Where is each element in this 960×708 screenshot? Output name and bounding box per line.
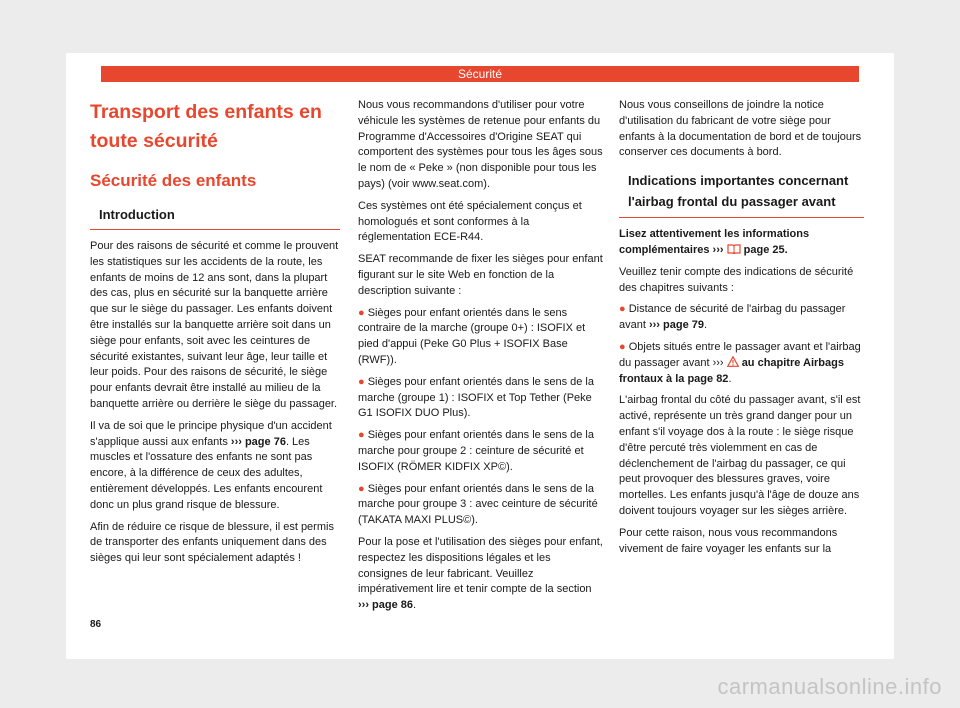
list-item: ● Sièges pour enfant orientés dans le sens de la marche pour groupe 2 : ceinture de sécurité et ISOFIX (RÖMER KIDFIX XP©). [358,429,594,473]
page-link[interactable]: ››› page 79 [648,319,704,332]
section-title: Sécurité des enfants [90,171,257,190]
page-link[interactable]: ››› page 76 [230,435,286,448]
page-number: 86 [90,619,102,630]
paragraph: Nous vous conseillons de joindre la notice d'utilisation du fabricant de votre siège pour enfants à la documentation de bord et de toujours conserver ces documents à bord. [619,99,862,159]
paragraph: Ces systèmes ont été spécialement conçus et homologués et sont conformes à la réglementation ECE-R44. [358,199,582,244]
paragraph: SEAT recommande de fixer les sièges pour enfant figurant sur le site Web en fonction de la description suivante : [358,253,603,297]
list-item: ● Objets situés entre le passager avant et l'airbag du passager avant ››› au chapitre Airbags frontaux à la page 82. [619,340,861,385]
column-middle [358,98,603,620]
column-left [90,98,340,573]
page-link[interactable]: ››› page 86 [358,599,414,612]
paragraph: Veuillez tenir compte des indications de sécurité des chapitres suivants : [619,265,854,294]
page-link[interactable]: page 25 [743,243,785,256]
bullet-icon: ● [358,306,365,319]
paragraph: Il va de soi que le principe physique d'un accident s'applique aussi aux enfants ››› page 76. Les muscles et l'ossature des enfants ne sont pas encore, à la différence de ceux des adultes, entièrement développés. Les enfants encourent donc un plus grand risque de blessure. [90,419,332,511]
paragraph: L'airbag frontal du côté du passager avant, s'il est activé, représente un très grand danger pour un enfant s'il voyage dos à la route : le siège risque d'être percuté très violemment en cas de déclenchement de l'airbag du passager, ce qui peut provoquer des blessures graves, voire mortelles. Les enfants jusqu'à l'âge de douze ans doivent toujours voyager sur les sièges arrière. [619,394,861,517]
list-item: ● Sièges pour enfant orientés dans le sens de la marche pour groupe 3 : avec ceinture de sécurité (TAKATA MAXI PLUS©). [358,482,598,527]
subsection-title: Introduction [90,206,340,230]
paragraph: Pour des raisons de sécurité et comme le prouvent les statistiques sur les accidents de la route, les enfants de moins de 12 ans sont, dans la plupart des cas, plus en sécurité sur la banquette arrière que sur le siège du passager. Les enfants doivent être installés sur la banquette arrière soit dans un siège pour enfants, soit avec les ceintures de sécurité existantes, suivant leur âge, leur taille et leur poids. Pour des raisons de sécurité, le siège pour enfants devrait être installé au milieu de la banquette arrière ou derrière le siège du passager. [90,240,339,410]
warning-icon [727,356,739,367]
paragraph: Pour la pose et l'utilisation des sièges pour enfant, respectez les dispositions légales et les consignes de leur fabricant. Veuillez impérativement lire et tenir compte de la section ››› page 86. [358,535,603,612]
page-title: Transport des enfants en toute sécurité [90,101,322,152]
paragraph: Nous vous recommandons d'utiliser pour votre véhicule les systèmes de retenue pour enfants du Programme d'Accessoires d'Origine SEAT qui comportent des systèmes pour tous les âges sous le nom de « Peke » (non disponible pour tous les pays) (voir www.seat.com). [358,99,603,190]
lead-paragraph: Lisez attentivement les informations complémentaires ››› page 25. [619,228,810,256]
notice-title: Indications importantes concernant l'airbag frontal du passager avant [619,170,864,218]
watermark: carmanualsonline.info [717,674,942,699]
paragraph: Afin de réduire ce risque de blessure, il est permis de transporter des enfants uniquement dans des sièges qui leur sont spécialement adaptés ! [90,520,334,565]
column-right [619,98,864,563]
paragraph: Pour cette raison, nous vous recommandons vivement de faire voyager les enfants sur la [619,526,838,555]
list-item: ● Distance de sécurité de l'airbag du passager avant ››› page 79. [619,303,846,332]
bullet-icon: ● [358,482,365,495]
bullet-icon: ● [619,303,626,316]
bullet-icon: ● [358,429,365,442]
chapter-link[interactable]: au chapitre Airbags frontaux à la page 82 [619,356,844,385]
manual-page [66,53,894,659]
list-item: ● Sièges pour enfant orientés dans le sens contraire de la marche (groupe 0+) : ISOFIX et pied d'appui (Peke G0 Plus + ISOFIX Base (RWF)). [358,306,586,366]
list-item: ● Sièges pour enfant orientés dans le sens de la marche (groupe 1) : ISOFIX et Top Tether (Peke G1 ISOFIX DUO Plus). [358,375,594,420]
section-header: Sécurité [101,66,859,82]
book-icon [727,244,741,254]
bullet-icon: ● [619,340,626,353]
bullet-icon: ● [358,375,365,388]
